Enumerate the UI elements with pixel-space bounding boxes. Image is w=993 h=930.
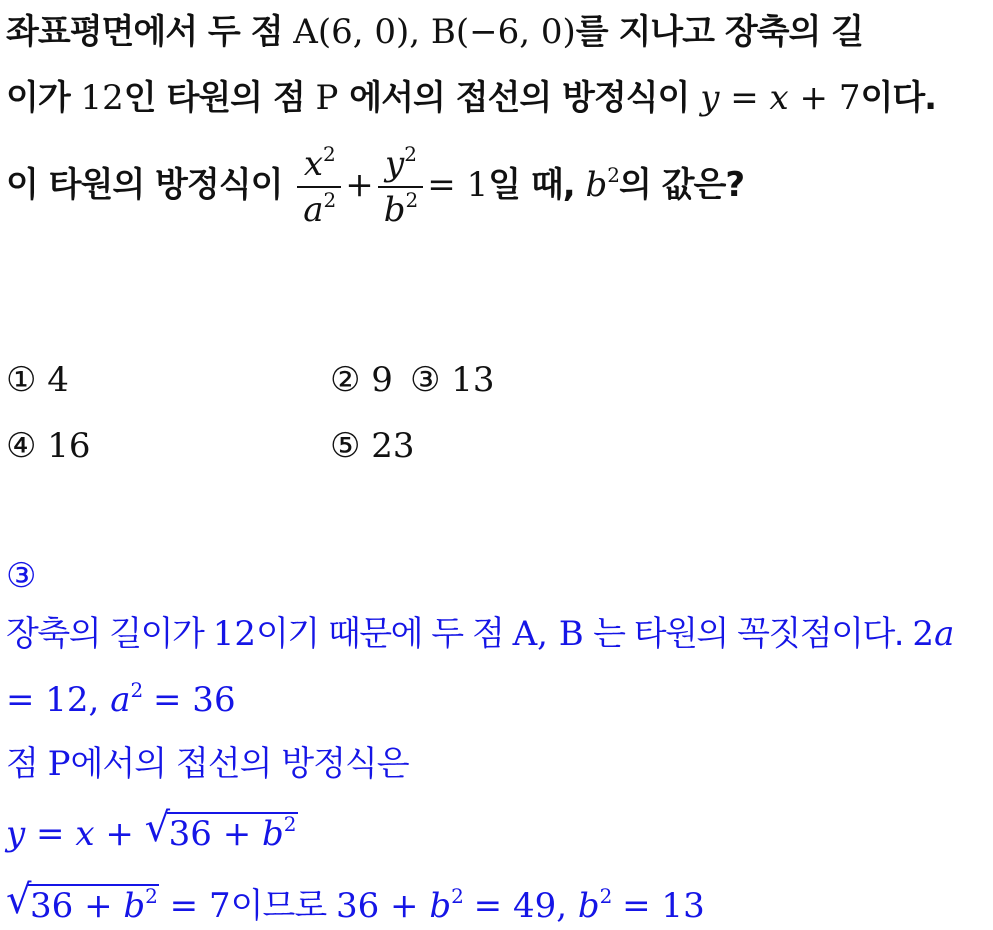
var-y: y [700,78,720,118]
choice-value: 16 [47,426,91,466]
question-line-3 [6,140,744,232]
var-b: b [262,814,284,854]
choice-value: 9 [371,360,393,400]
exponent: 2 [404,141,416,166]
answer-text: 에서의 접선의 방정식은 [70,744,409,784]
answer-choice-mark: ③ [6,556,36,596]
answer-line-1 [6,614,954,654]
plus-seven: + 7 [788,78,861,118]
var-b: b [577,886,600,926]
var-a: a [110,680,131,720]
question-text: 이가 [6,78,81,118]
choice-mark: ⑤ [330,426,361,466]
equation-text: = 36 [142,680,236,720]
equation-text: = 13 [611,886,705,926]
question-text: 일 때, [488,165,586,205]
length-value: 12 [212,614,256,654]
exponent: 2 [323,187,336,212]
var-x: x [75,814,95,854]
var-b: b [383,189,406,230]
exponent: 2 [145,884,157,908]
fraction-y-over-b [378,142,424,232]
exponent: 2 [323,141,335,166]
exponent: 2 [451,884,463,908]
var-x: x [769,78,789,118]
var-b: b [585,165,608,205]
equals: = [719,78,770,118]
answer-line-2 [6,680,236,720]
exponent: 2 [283,812,296,836]
major-axis-length: 12 [80,78,124,118]
point-a-label: A [293,12,318,52]
choice-4[interactable] [6,426,91,466]
question-text: 의 값은? [619,165,745,205]
answer-text: 이므로 [230,886,336,926]
choice-mark: ① [6,360,37,400]
var-a: a [934,614,955,654]
answer-line-4 [6,805,298,854]
separator: , [537,614,559,654]
answer-line-5 [6,877,705,926]
answer-text: 는 타원의 꼭짓점이다. [583,614,913,654]
answer-mark [6,556,35,596]
choice-2[interactable] [330,360,393,400]
choice-value: 13 [451,360,495,400]
question-text: 이 타원의 방정식이 [6,165,294,205]
var-x: x [303,143,323,184]
square-root [6,877,159,926]
choice-value: 23 [371,426,415,466]
question-line-1 [6,12,863,52]
exponent: 2 [607,163,619,187]
equals: = [25,814,76,854]
var-a: a [303,189,324,230]
var-y: y [6,814,26,854]
radical-sign: √ [6,877,31,923]
question-text: 에서의 접선의 방정식이 [338,78,701,118]
choice-mark: ② [330,360,361,400]
question-text: 를 지나고 장축의 길 [575,12,864,52]
answer-line-3 [6,744,409,784]
choice-5[interactable] [330,426,415,466]
point-p-label: P [47,744,71,784]
radicand-text: 36 + [30,886,124,926]
choice-mark: ③ [410,360,441,400]
exponent: 2 [130,678,143,702]
answer-text: 장축의 길이가 [6,614,213,654]
answer-text: 이기 때문에 두 점 [255,614,513,654]
coefficient: 2 [912,614,935,654]
equation-text: = 49, [462,886,578,926]
plus: + [345,165,374,205]
var-y: y [385,143,405,184]
choice-value: 4 [47,360,69,400]
point-b-coords: (−6, 0) [455,12,576,52]
radicand-text: 36 + [168,814,262,854]
question-text: 인 타원의 점 [123,78,316,118]
var-b: b [429,886,452,926]
plus: + [94,814,145,854]
point-p-label: P [315,78,339,118]
square-root [144,805,298,854]
answer-text: 점 [6,744,48,784]
question-text: 좌표평면에서 두 점 [6,12,294,52]
question-text: 이다. [860,78,937,118]
point-b-label: B [430,12,456,52]
point-a-label: A [512,614,538,654]
equation-text: = 12, [6,680,111,720]
exponent: 2 [599,884,612,908]
equation-text: 36 + [335,886,430,926]
point-a-coords: (6, 0) [317,12,410,52]
choice-1[interactable] [6,360,69,400]
radical-sign: √ [144,805,170,851]
equals-one: = 1 [427,165,489,205]
fraction-x-over-a [297,142,341,232]
var-b: b [123,886,146,926]
exponent: 2 [405,187,418,212]
point-b-label: B [558,614,584,654]
separator: , [409,12,431,52]
choice-3[interactable] [410,360,495,400]
choice-mark: ④ [6,426,37,466]
question-line-2 [6,78,936,118]
equation-text: = 7 [158,886,231,926]
